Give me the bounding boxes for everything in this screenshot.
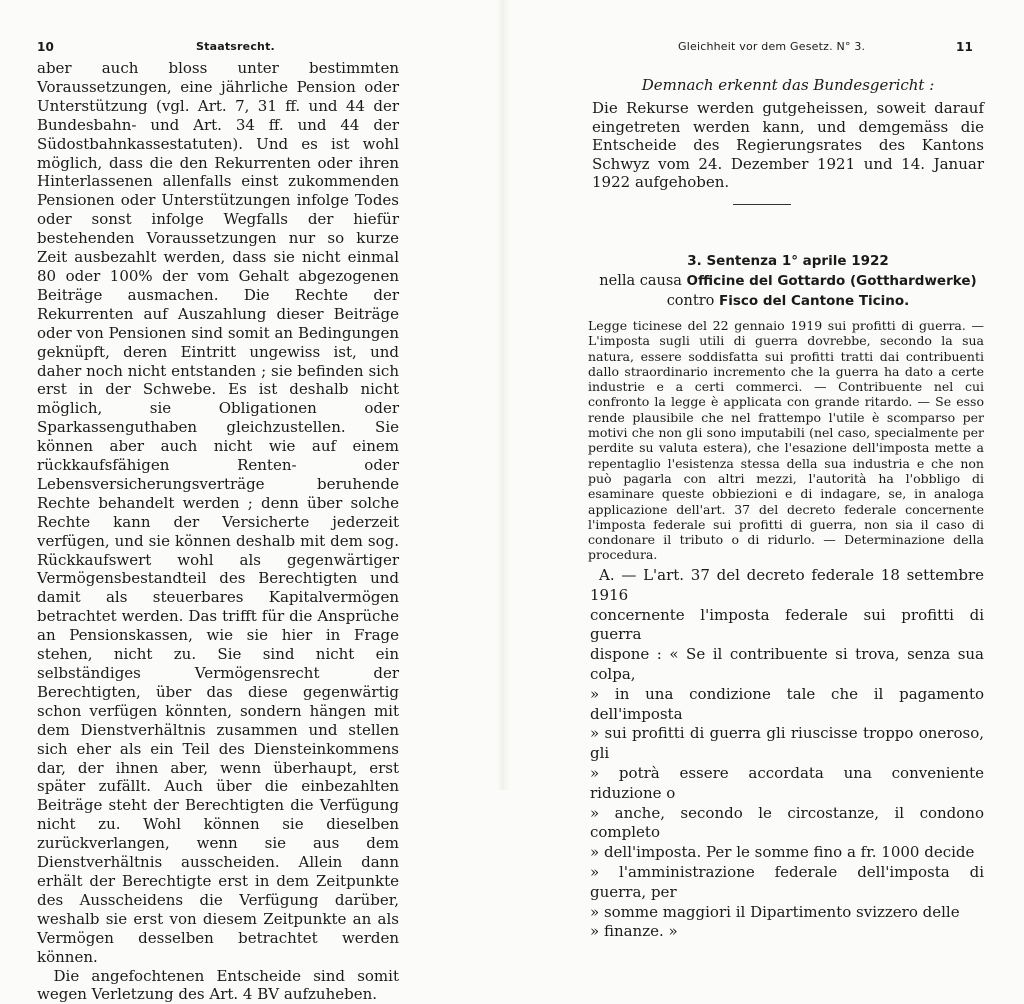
main-line: » sui profitti di guerra gli riuscisse troppo oneroso, gli bbox=[590, 724, 984, 764]
decision-intro: Demnach erkennt das Bundesgericht : bbox=[592, 76, 984, 95]
right-page bbox=[510, 0, 1024, 790]
main-line: A. — L'art. 37 del decreto federale 18 settembre 1916 bbox=[590, 566, 984, 606]
main-text bbox=[590, 566, 984, 942]
main-line: » anche, secondo le circostanze, il condono completo bbox=[590, 804, 984, 844]
right-running-header: Gleichheit vor dem Gesetz. N° 3. bbox=[678, 40, 865, 53]
main-line: » dell'imposta. Per le somme fino a fr. 1000 decide bbox=[590, 843, 984, 863]
right-page-number: 11 bbox=[956, 40, 973, 54]
left-page-number: 10 bbox=[37, 40, 54, 54]
case-title-prefix-2: nella causa bbox=[599, 273, 686, 289]
main-line: dispone : « Se il contribuente si trova, senza sua colpa, bbox=[590, 645, 984, 685]
book-gutter bbox=[497, 0, 511, 790]
decision-block bbox=[592, 76, 984, 192]
main-line: concernente l'imposta federale sui profitti di guerra bbox=[590, 606, 984, 646]
case-title bbox=[592, 251, 984, 311]
left-paragraph-2: Die angefochtenen Entscheide sind somit wegen Verletzung des Art. 4 BV aufzuheben. bbox=[37, 967, 399, 1004]
case-plaintiff: Officine del Gottardo (Gotthardwerke) bbox=[687, 273, 977, 289]
decision-text: Die Rekurse werden gutgeheissen, soweit darauf eingetreten werden kann, und demgemäss die Entscheide des Regierungsrates des Kantons Schwyz vom 24. Dezember 1921 und 14. Januar 1922 aufgehoben. bbox=[592, 99, 984, 192]
left-running-header: Staatsrecht. bbox=[196, 40, 275, 53]
left-body-text bbox=[37, 59, 399, 1004]
case-defendant: Fisco del Cantone Ticino. bbox=[719, 293, 909, 309]
section-divider bbox=[733, 204, 791, 205]
main-line: » somme maggiori il Dipartimento svizzero delle bbox=[590, 903, 984, 923]
case-title-prefix-3: contro bbox=[667, 293, 719, 309]
left-page bbox=[0, 0, 500, 790]
main-line: » l'amministrazione federale dell'imposta di guerra, per bbox=[590, 863, 984, 903]
main-line: » potrà essere accordata una conveniente riduzione o bbox=[590, 764, 984, 804]
main-line: » in una condizione tale che il pagamento dell'imposta bbox=[590, 685, 984, 725]
left-paragraph-1: aber auch bloss unter bestimmten Voraussetzungen, eine jährliche Pension oder Unterstützung (vgl. Art. 7, 31 ff. und 44 der Bundesbahn- und Art. 34 ff. und 44 der Südostbahnkassestatuten). Und es ist wohl möglich, dass die den Rekurrenten oder ihren Hinterlassenen allenfalls einst zukommenden Pensionen oder Unterstützungen infolge Todes oder sonst infolge Wegfalls der hiefür bestehenden Voraussetzungen nur so kurze Zeit ausbezahlt werden, dass sie nicht einmal 80 oder 100% der vom Gehalt abgezogenen Beiträge ausmachen. Die Rechte der Rekurrenten auf Auszahlung dieser Beiträge oder von Pensionen sind somit an Bedingungen geknüpft, deren Eintritt ungewiss ist, und daher noch nicht entstanden ; sie befinden sich erst in der Schwebe. Es ist deshalb nicht möglich, sie Obligationen oder Sparkassenguthaben gleichzustellen. Sie können aber auch nicht wie auf einem rückkaufsfähigen Renten- oder Lebensversicherungsverträge beruhende Rechte behandelt werden ; denn über solche Rechte kann der Versicherte jederzeit verfügen, und sie können deshalb mit dem sog. Rückkaufswert wohl als gegenwärtiger Vermögensbestandteil des Berechtigten und damit als steuerbares Kapitalvermögen betrachtet werden. Das trifft für die Ansprüche an Pensionskassen, wie sie hier in Frage stehen, nicht zu. Sie sind nicht ein selbständiges Vermögensrecht der Berechtigten, über das diese gegenwärtig schon verfügen könnten, sondern hängen mit dem Dienstverhältnis zusammen und stellen sich eher als ein Teil des Diensteinkommens dar, der ihnen aber, wenn überhaupt, erst später zufällt. Auch über die einbezahlten Beiträge steht der Berechtigten die Verfügung nicht zu. Wohl können sie dieselben zurückverlangen, wenn sie aus dem Dienstverhältnis ausscheiden. Allein dann erhält der Berechtigte erst in dem Zeitpunkte des Ausscheidens die Verfügung darüber, weshalb sie erst von diesem Zeitpunkte an als Vermögen desselben betrachtet werden können. bbox=[37, 59, 399, 967]
main-line: » finanze. » bbox=[590, 922, 984, 942]
case-summary: Legge ticinese del 22 gennaio 1919 sui profitti di guerra. — L'imposta sugli utili di guerra dovrebbe, secondo la sua natura, essere soddisfatta sui profitti tratti dai contribuenti dallo straordinario incremento che la guerra ha dato a certe industrie e a certi commerci. — Contribuente nel cui confronto la legge è applicata con grande ritardo. — Se esso rende plausibile che nel frattempo l'utile è scomparso per motivi che non gli sono imputabili (nel caso, specialmente per perdite su valuta estera), che l'esazione dell'imposta mette a repentaglio l'esistenza stessa della sua industria e che non può pagarla con altri mezzi, l'autorità ha l'obbligo di esaminare queste obbiezioni e di indagare, se, in analoga applicazione dell'art. 37 del decreto federale concernente l'imposta federale sui profitti di guerra, non sia il caso di condonare il tributo o di ridurlo. — Determinazione della procedura. bbox=[588, 318, 984, 563]
case-title-line-1: 3. Sentenza 1° aprile 1922 bbox=[687, 253, 889, 269]
